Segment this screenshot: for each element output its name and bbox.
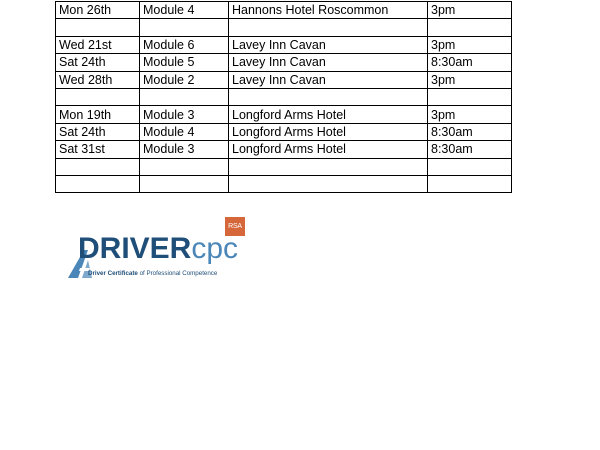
rsa-logo-badge: RSA [225,217,245,236]
time-cell: 8:30am [428,141,512,158]
time-cell: 3pm [428,36,512,53]
date-cell [56,175,140,192]
module-cell: Module 2 [140,71,229,88]
time-cell [428,19,512,36]
module-cell [140,88,229,105]
venue-cell: Lavey Inn Cavan [229,71,428,88]
logo-tagline [88,270,217,277]
venue-cell: Longford Arms Hotel [229,123,428,140]
date-cell [56,19,140,36]
venue-cell: Longford Arms Hotel [229,106,428,123]
venue-cell [229,19,428,36]
table-row [56,88,512,105]
wordmark-driver: DRIVER [78,232,192,265]
module-cell [140,175,229,192]
venue-cell [229,158,428,175]
table-row [56,106,512,123]
time-cell: 3pm [428,2,512,19]
time-cell: 3pm [428,106,512,123]
time-cell [428,158,512,175]
table-row [56,54,512,71]
table-row [56,175,512,192]
venue-cell: Lavey Inn Cavan [229,36,428,53]
date-cell: Mon 19th [56,106,140,123]
module-cell: Module 4 [140,2,229,19]
date-cell: Sat 31st [56,141,140,158]
venue-cell [229,88,428,105]
table-row [56,36,512,53]
time-cell [428,175,512,192]
table-row [56,123,512,140]
module-cell: Module 4 [140,123,229,140]
venue-cell: Longford Arms Hotel [229,141,428,158]
module-cell: Module 5 [140,54,229,71]
date-cell: Sat 24th [56,54,140,71]
date-cell: Wed 28th [56,71,140,88]
date-cell: Mon 26th [56,2,140,19]
tagline-bold: Driver Certificate [88,270,138,277]
wordmark-cpc: cpc [191,232,239,265]
module-cell: Module 3 [140,106,229,123]
table-row [56,141,512,158]
table-row [56,2,512,19]
time-cell: 8:30am [428,54,512,71]
tagline-rest: of Professional Competence [137,270,218,277]
time-cell: 8:30am [428,123,512,140]
module-cell: Module 6 [140,36,229,53]
date-cell [56,88,140,105]
module-cell: Module 3 [140,141,229,158]
time-cell: 3pm [428,71,512,88]
venue-cell: Hannons Hotel Roscommon [229,2,428,19]
module-cell [140,158,229,175]
table-row [56,158,512,175]
time-cell [428,88,512,105]
driver-cpc-wordmark [78,232,238,266]
date-cell [56,158,140,175]
venue-cell [229,175,428,192]
table-row [56,71,512,88]
table-row [56,19,512,36]
driver-cpc-logo [66,232,239,284]
module-cell [140,19,229,36]
course-schedule-table [55,1,512,193]
date-cell: Sat 24th [56,123,140,140]
venue-cell: Lavey Inn Cavan [229,54,428,71]
date-cell: Wed 21st [56,36,140,53]
